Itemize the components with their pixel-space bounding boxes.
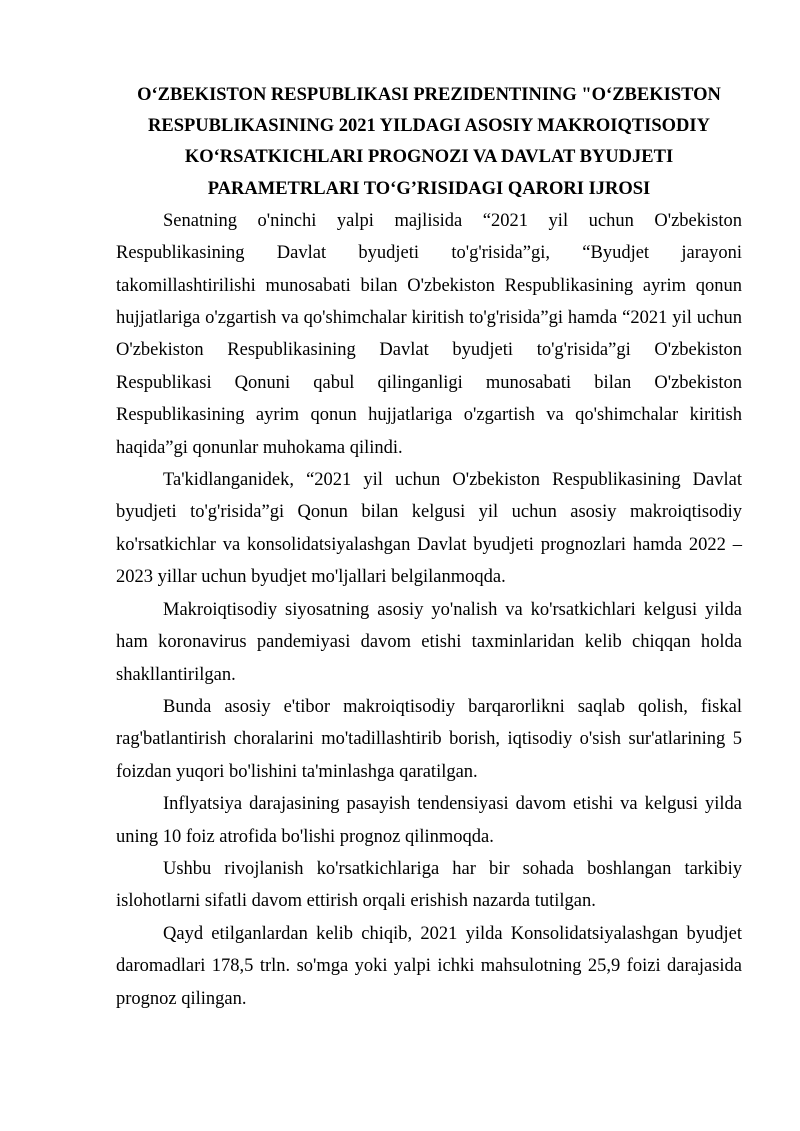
title-line: O‘ZBEKISTON RESPUBLIKASI PREZIDENTINING "O‘ZBEKISTON <box>137 85 721 105</box>
title-line: RESPUBLIKASINING 2021 YILDAGI ASOSIY MAKROIQTISODIY <box>148 116 710 137</box>
title-line: KO‘RSATKICHLARI PROGNOZI VA DAVLAT BYUDJETI <box>184 147 674 168</box>
paragraph: Senatning o'ninchi yalpi majlisida “2021 yil uchun O'zbekiston Respublikasining Davlat byudjeti to'g'risida”gi, “Byudjet jarayoni takomillashtirilishi munosabati bilan O'zbekiston Respublikasining ayrim qonun hujjatlariga o'zgartish va qo'shimchalar kiritish to'g'risida”gi hamda “2021 yil uchun O'zbekiston Respublikasining Davlat byudjeti to'g'risida”gi O'zbekiston Respublikasi Qonuni qabul qilinganligi munosabati bilan O'zbekiston Respublikasining ayrim qonun hujjatlariga o'zgartish va qo'shimchalar kiritish haqida”gi qonunlar muhokama qilindi. <box>116 210 742 458</box>
paragraph: Ushbu rivojlanish ko'rsatkichlariga har bir sohada boshlangan tarkibiy islohotlarni sifatli davom ettirish orqali erishish nazarda tutilgan. <box>116 858 742 912</box>
paragraph: Ta'kidlanganidek, “2021 yil uchun O'zbekiston Respublikasining Davlat byudjeti to'g'risida”gi Qonun bilan kelgusi yil uchun asosiy makroiqtisodiy ko'rsatkichlar va konsolidatsiyalashgan Davlat byudjeti prognozlari hamda 2022 – 2023 yillar uchun byudjet mo'ljallari belgilanmoqda. <box>116 470 742 588</box>
paragraph: Bunda asosiy e'tibor makroiqtisodiy barqarorlikni saqlab qolish, fiskal rag'batlantirish choralarini mo'tadillashtirib borish, iqtisodiy o'sish sur'atlarining 5 foizdan yuqori bo'lishini ta'minlashga qaratilgan. <box>116 696 742 782</box>
paragraph: Makroiqtisodiy siyosatning asosiy yo'nalish va ko'rsatkichlari kelgusi yilda ham koronavirus pandemiyasi davom etishi taxminlaridan kelib chiqqan holda shakllantirilgan. <box>116 599 742 685</box>
paragraph: Qayd etilganlardan kelib chiqib, 2021 yilda Konsolidatsiyalashgan byudjet daromadlari 178,5 trln. so'mga yoki yalpi ichki mahsulotning 25,9 foizi darajasida prognoz qilingan. <box>116 923 742 1009</box>
document-page <box>116 80 742 1015</box>
document-title <box>116 80 742 205</box>
title-line: PARAMETRLARI TO‘G’RISIDAGI QARORI IJROSI <box>207 178 651 199</box>
paragraph: Inflyatsiya darajasining pasayish tendensiyasi davom etishi va kelgusi yilda uning 10 foiz atrofida bo'lishi prognoz qilinmoqda. <box>116 794 742 847</box>
